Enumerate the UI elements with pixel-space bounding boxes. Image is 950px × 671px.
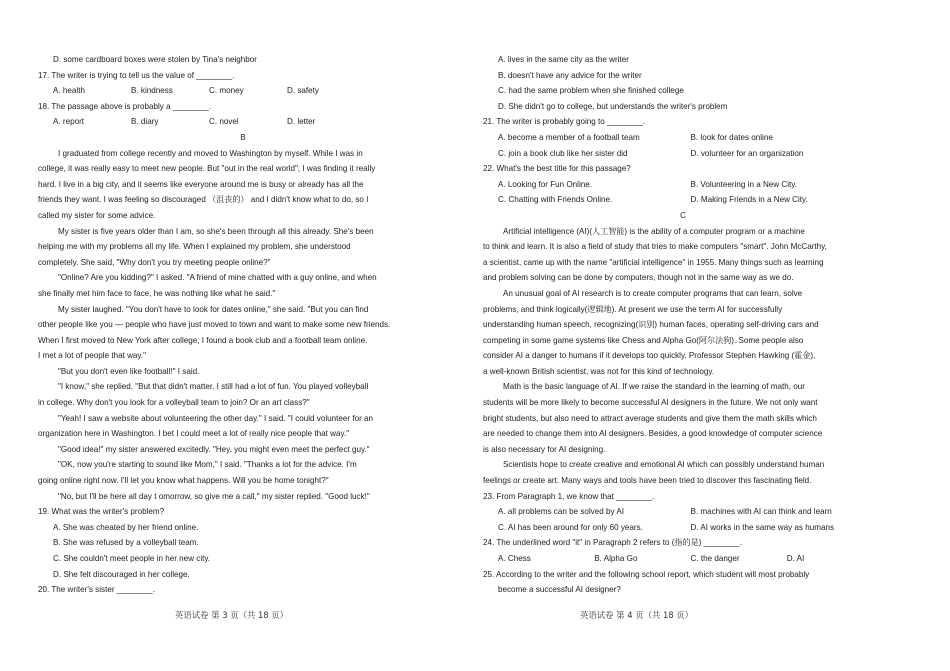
text-line: 18. The passage above is probably a ________. [38, 101, 212, 111]
answer-options-row [483, 192, 883, 208]
text-line: C. She couldn't meet people in her new city. [53, 554, 211, 563]
answer-option: A. Looking for Fun Online. [498, 179, 593, 189]
text-line: I met a lot of people that way." [38, 351, 147, 361]
text-line: D. She felt discouraged in her college. [53, 569, 190, 579]
text-line: My sister laughed. "You don't have to look for dates online," she said. "But you can find [58, 304, 369, 314]
text-line: "Yeah! I saw a website about volunteering the other day." I said. "I could volunteer for an [58, 413, 374, 423]
text-line: Scientists hope to create creative and emotional AI which can possibly understand human [503, 460, 825, 470]
text-line: understanding human speech, recognizing(识别) human faces, operating self-driving cars and [483, 320, 819, 330]
answer-options-row [483, 177, 883, 193]
text-line: and problem solving can be done by computers, though not in the same way as we do. [483, 273, 794, 283]
text-line: My sister is five years older than I am, so she's been through all this already. She's been [58, 226, 374, 236]
text-line: is also necessary for AI designing. [483, 444, 606, 454]
text-line: consider AI a danger to humans if it develops too quickly. Professor Stephen Hawking (霍金), [483, 351, 816, 361]
answer-options-row [483, 146, 883, 162]
text-line: other people like you — people who have just moved to town and want to make some new friends. [38, 320, 391, 330]
answer-option: B. diary [131, 117, 159, 127]
answer-option: B. Volunteering in a New City. [690, 179, 797, 189]
text-line: a well-known British scientist, was not for this kind of technology. [483, 366, 715, 376]
answer-option: B. kindness [131, 86, 173, 96]
answer-option: B. machines with AI can think and learn [690, 507, 832, 517]
text-line: organization here in Washington. I bet I could meet a lot of really nice people that way." [38, 429, 350, 439]
text-line: "I know," she replied. "But that didn't matter. I still had a lot of fun. You played volleyball [58, 382, 369, 392]
text-line: to think and learn. It is also a field of study that tries to make computers "smart". John McCarthy, [483, 242, 827, 252]
answer-option: D. AI [786, 554, 805, 563]
text-line: When I first moved to New York after college, I found a book club and a football team online. [38, 335, 368, 345]
text-line: Artificial intelligence (AI)(人工智能) is the ability of a computer program or a machine [503, 226, 805, 236]
left-page-footer: 英语试卷 第 3 页（共 18 页） [175, 610, 289, 620]
answer-option: D. volunteer for an organization [690, 148, 804, 158]
text-line: completely. She said, "Why don't you try meeting people online?" [38, 257, 271, 267]
text-line: 22. What's the best title for this passage? [483, 164, 631, 174]
text-line: college, it was really easy to meet new people. But "out in the real world", I was finding it really [38, 164, 376, 174]
answer-option: C. AI has been around for only 60 years. [498, 522, 643, 532]
answer-option: C. join a book club like her sister did [498, 148, 628, 158]
answer-options-row [483, 130, 883, 146]
text-line: 21. The writer is probably going to ________. [483, 117, 646, 127]
text-line: friends they want. I was feeling so discouraged （沮丧的） and I didn't know what to do, so I [38, 195, 369, 205]
text-line: in college. Why don't you look for a volleyball team to join? Or an art class?" [38, 398, 310, 408]
answer-options-row [38, 83, 448, 99]
text-line: Math is the basic language of AI. If we raise the standard in the learning of math, our [503, 382, 805, 392]
answer-options-row [483, 520, 883, 536]
right-page-footer: 英语试卷 第 4 页（共 18 页） [580, 610, 694, 620]
text-line: become a successful AI designer? [498, 585, 621, 595]
answer-option: D. safety [287, 86, 319, 96]
text-line: B. doesn't have any advice for the writer [498, 70, 642, 80]
text-line: An unusual goal of AI research is to create computer programs that can learn, solve [503, 288, 803, 298]
text-line: students will be more likely to become successful AI designers in the future. We not only want [483, 398, 818, 408]
answer-option: C. Chatting with Friends Online. [498, 195, 613, 205]
text-line: 24. The underlined word "it" in Paragraph 2 refers to (指的是) ________. [483, 538, 742, 548]
text-line: "Online? Are you kidding?" I asked. "A friend of mine chatted with a guy online, and when [58, 273, 377, 283]
text-line: are needed to change them into AI designers. Besides, a good knowledge of computer science [483, 429, 823, 439]
text-line: helping me with my problems all my life. When I explained my problem, she understood [38, 242, 351, 252]
text-line: hard. I live in a big city, and it seems like everyone around me is busy or already has all the [38, 179, 364, 189]
text-line: A. She was cheated by her friend online. [53, 522, 199, 532]
left-page-column [38, 52, 448, 598]
text-line: A. lives in the same city as the writer [498, 55, 629, 64]
text-line: called my sister for some advice. [38, 210, 156, 220]
text-line: going online right now. I'll let you know what happens. Will you be home tonight?" [38, 476, 329, 486]
text-line: bright students, but also need to attract average students and give them the math skills which [483, 413, 817, 423]
answer-option: A. all problems can be solved by AI [498, 507, 624, 517]
text-line: she finally met him face to face, he was nothing like what he said." [38, 288, 276, 298]
answer-options-row [38, 114, 448, 130]
text-line: competing in some game systems like Chess and Alpha Go(阿尔法狗). Some people also [483, 335, 804, 345]
answer-option: A. report [53, 117, 85, 127]
section-heading: C [680, 210, 686, 220]
answer-options-row [483, 551, 883, 567]
text-line: D. She didn't go to college, but understands the writer's problem [498, 101, 728, 111]
answer-option: C. novel [209, 117, 239, 127]
text-line: "OK, now you're starting to sound like Mom," I said. "Thanks a lot for the advice. I'm [58, 460, 357, 470]
text-line: 25. According to the writer and the following school report, which student will most probably [483, 569, 810, 579]
answer-option: B. Alpha Go [594, 554, 638, 563]
text-line: I graduated from college recently and moved to Washington by myself. While I was in [58, 148, 363, 158]
answer-option: A. Chess [498, 554, 531, 563]
answer-option: D. AI works in the same way as humans [690, 522, 834, 532]
text-line: C. had the same problem when she finished college [498, 86, 684, 96]
text-line: "But you don't even like football!" I said. [58, 366, 200, 376]
text-line: 20. The writer's sister ________. [38, 585, 156, 595]
answer-option: C. money [209, 86, 244, 96]
text-line: problems, and think logically(逻辑地). At present we use the term AI for successfully [483, 304, 783, 314]
answer-option: D. letter [287, 117, 316, 127]
text-line: feelings or create art. Many ways and tools have been tried to discover this fascinating field. [483, 476, 812, 486]
answer-option: C. the danger [690, 554, 740, 563]
answer-option: A. health [53, 86, 85, 96]
answer-options-row [483, 504, 883, 520]
answer-option: D. Making Friends in a New City. [690, 195, 808, 205]
section-heading: B [240, 132, 246, 142]
text-line: 19. What was the writer's problem? [38, 507, 165, 517]
text-line: D. some cardboard boxes were stolen by Tina's neighbor [53, 55, 257, 64]
answer-option: A. become a member of a football team [498, 132, 640, 142]
text-line: "Good idea!" my sister answered excitedly. "Hey, you might even meet the perfect guy." [58, 444, 370, 454]
answer-option: B. look for dates online [690, 132, 773, 142]
text-line: a scientist, came up with the name "artificial intelligence" in 1955. Many things such as learning [483, 257, 824, 267]
text-line: 17. The writer is trying to tell us the value of ________. [38, 70, 235, 80]
right-page-column [483, 52, 883, 598]
text-line: B. She was refused by a volleyball team. [53, 538, 199, 548]
text-line: "No, but I'll be here all day t omorrow, so give me a call," my sister replied. "Good luck!" [58, 491, 370, 501]
text-line: 23. From Paragraph 1, we know that ________. [483, 491, 655, 501]
